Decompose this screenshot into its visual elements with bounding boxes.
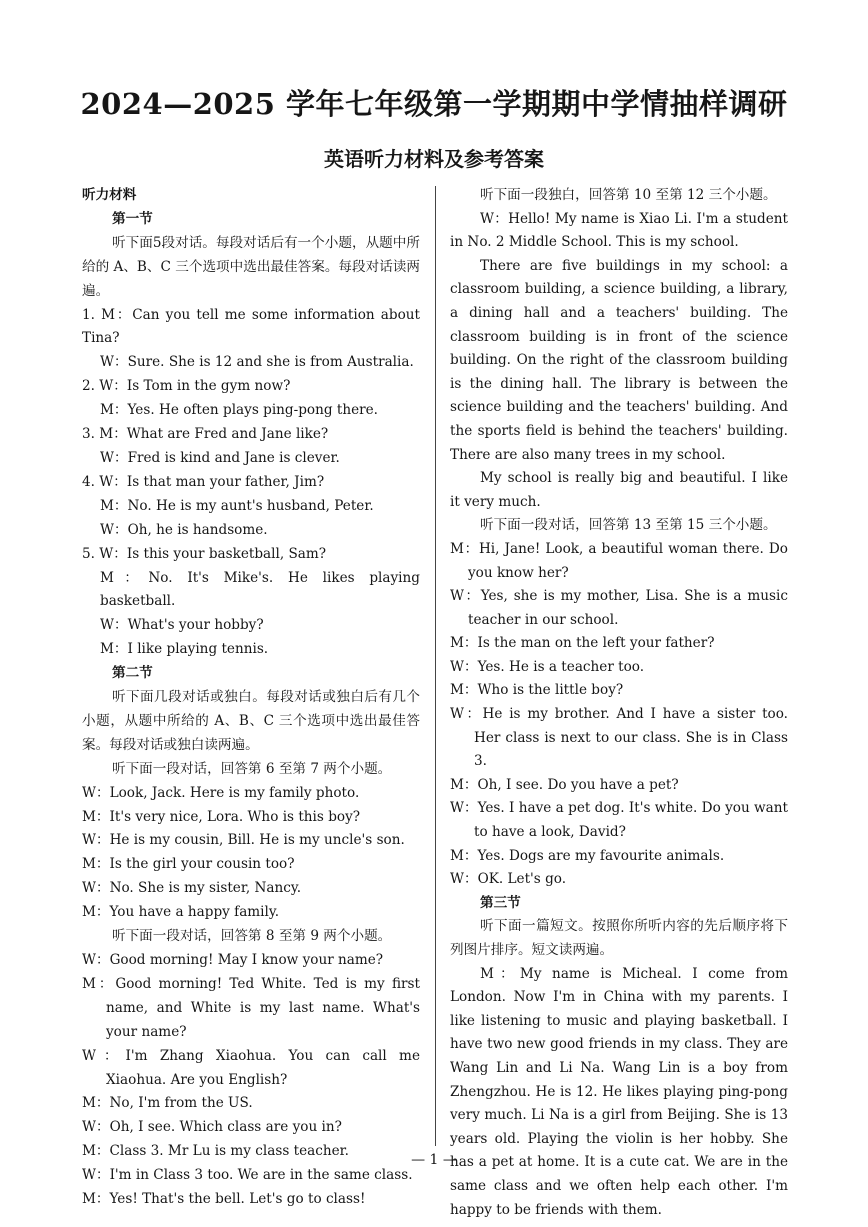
- text-paragraph: W：He is my brother. And I have a sister too. Her class is next to our class. She is in Class 3.: [450, 706, 788, 770]
- text-paragraph: M：No. He is my aunt's husband, Peter.: [100, 497, 374, 514]
- text-paragraph: W：Oh, I see. Which class are you in?: [82, 1119, 342, 1136]
- text-paragraph: W：Yes, she is my mother, Lisa. She is a music teacher in our school.: [450, 588, 788, 628]
- text-paragraph: 听下面一段对话，回答第 8 至第 9 两个小题。: [112, 928, 392, 945]
- text-paragraph: W：Fred is kind and Jane is clever.: [100, 449, 340, 466]
- text-paragraph: M：Yes. He often plays ping-pong there.: [100, 402, 379, 419]
- text-paragraph: M：Is the girl your cousin too?: [82, 856, 295, 873]
- text-paragraph: 听下面一段独白，回答第 10 至第 12 三个小题。: [480, 187, 777, 203]
- text-paragraph: 2. W：Is Tom in the gym now?: [82, 378, 291, 395]
- text-paragraph: 第二节: [112, 665, 153, 682]
- text-paragraph: M：No, I'm from the US.: [82, 1095, 253, 1112]
- text-paragraph: W：Yes. He is a teacher too.: [450, 658, 645, 675]
- text-paragraph: 听下面一段对话，回答第 6 至第 7 两个小题。: [112, 760, 392, 777]
- text-paragraph: 第一节: [112, 210, 153, 227]
- text-paragraph: 4. W：Is that man your father, Jim?: [82, 473, 325, 490]
- text-paragraph: W：What's your hobby?: [100, 617, 264, 634]
- text-paragraph: M：You have a happy family.: [82, 904, 280, 921]
- text-paragraph: M：Class 3. Mr Lu is my class teacher.: [82, 1143, 349, 1160]
- page-number: — 1 —: [411, 1152, 457, 1168]
- text-paragraph: W：OK. Let's go.: [450, 871, 567, 888]
- left-column: [82, 184, 420, 1212]
- text-paragraph: 3. M：What are Fred and Jane like?: [82, 426, 329, 443]
- text-paragraph: M：Yes! That's the bell. Let's go to class!: [82, 1191, 366, 1208]
- text-paragraph: W：Hello! My name is Xiao Li. I'm a student in No. 2 Middle School. This is my school.: [450, 210, 788, 251]
- text-paragraph: 听下面几段对话或独白。每段对话或独白后有几个小题，从题中所给的 A、B、C 三个选项中选出最佳答案。每段对话或独白读两遍。: [82, 689, 420, 753]
- text-paragraph: 听下面一篇短文。按照你所听内容的先后顺序将下列图片排序。短文读两遍。: [450, 918, 788, 958]
- text-paragraph: 听力材料: [82, 187, 137, 203]
- text-paragraph: 听下面5段对话。每段对话后有一个小题，从题中所给的 A、B、C 三个选项中选出最佳答案。每段对话读两遍。: [82, 234, 420, 299]
- text-paragraph: W：I'm Zhang Xiaohua. You can call me Xiaohua. Are you English?: [82, 1047, 420, 1088]
- text-paragraph: My school is really big and beautiful. I like it very much.: [450, 470, 788, 510]
- text-paragraph: W：Yes. I have a pet dog. It's white. Do you want to have a look, David?: [450, 800, 788, 841]
- text-paragraph: W：Oh, he is handsome.: [100, 521, 268, 538]
- text-paragraph: W：I'm in Class 3 too. We are in the same class.: [82, 1167, 413, 1184]
- column-divider: [435, 186, 436, 1146]
- text-paragraph: M：Oh, I see. Do you have a pet?: [450, 776, 679, 793]
- text-paragraph: M：No. It's Mike's. He likes playing basketball.: [100, 569, 420, 610]
- text-paragraph: 1. M：Can you tell me some information about Tina?: [82, 306, 420, 347]
- document-title: 2024—2025 学年七年级第一学期期中学情抽样调研: [80, 87, 788, 121]
- text-paragraph: M：My name is Micheal. I come from London. Now I'm in China with my parents. I like listening to music and playing basketball. I have two new good friends in my class. They are Wang Lin and Li Na. Wang Lin is a boy from Zhengzhou. He is 12. He likes playing ping-pong very much. Li Na is a girl from Beijing. She is 13 years old. Playing the violin is her hobby. She has a pet at home. It is a cute cat. We are in the same class and we often help each other. I'm happy to be friends with them.: [450, 965, 788, 1218]
- text-paragraph: 5. W：Is this your basketball, Sam?: [82, 545, 327, 562]
- text-paragraph: M：Good morning! Ted White. Ted is my first name, and White is my last name. What's your name?: [82, 975, 420, 1040]
- document-subtitle: 英语听力材料及参考答案: [324, 147, 544, 171]
- text-paragraph: W：Good morning! May I know your name?: [82, 952, 384, 968]
- text-paragraph: W：Look, Jack. Here is my family photo.: [82, 784, 360, 801]
- text-paragraph: W：He is my cousin, Bill. He is my uncle's son.: [82, 832, 405, 849]
- text-paragraph: M：Is the man on the left your father?: [450, 635, 715, 652]
- text-paragraph: 听下面一段对话，回答第 13 至第 15 三个小题。: [480, 517, 777, 534]
- text-paragraph: M：Yes. Dogs are my favourite animals.: [450, 847, 725, 864]
- text-paragraph: M：I like playing tennis.: [100, 641, 269, 658]
- text-paragraph: M：It's very nice, Lora. Who is this boy?: [82, 808, 361, 825]
- text-paragraph: 第三节: [480, 894, 521, 911]
- text-paragraph: There are five buildings in my school: a classroom building, a science building, a library, a dining hall and a teachers' building. The classroom building is in front of the science building. On the right of the classroom building is the dining hall. The library is between the science building and the teachers' building. And the sports field is behind the teachers' building. There are also many trees in my school.: [450, 257, 788, 463]
- text-paragraph: M：Hi, Jane! Look, a beautiful woman there. Do you know her?: [450, 540, 788, 581]
- text-paragraph: W：Sure. She is 12 and she is from Australia.: [100, 354, 414, 371]
- text-paragraph: W：No. She is my sister, Nancy.: [82, 880, 302, 897]
- text-paragraph: M：Who is the little boy?: [450, 682, 624, 699]
- right-column: [450, 184, 788, 1222]
